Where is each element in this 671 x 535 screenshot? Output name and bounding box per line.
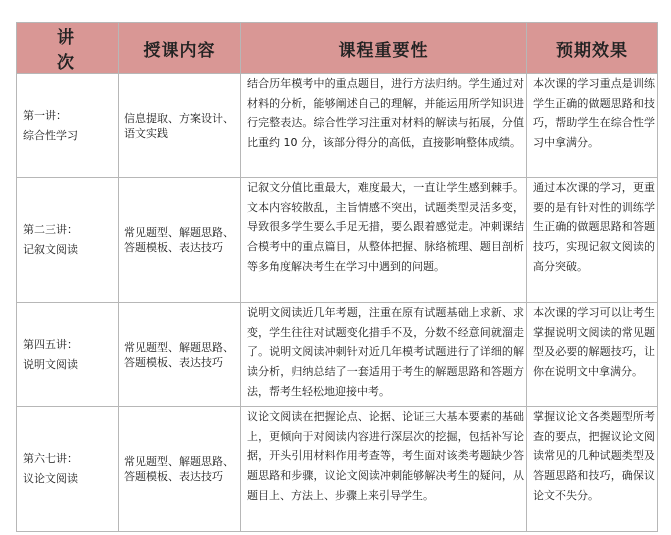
lesson-topic: 综合性学习 xyxy=(23,128,78,142)
course-table xyxy=(16,22,658,532)
lesson-cell xyxy=(17,303,119,407)
content-cell: 常见题型、解题思路、答题模板、表达技巧 xyxy=(119,407,241,532)
importance-cell: 说明文阅读近几年考题，注重在原有试题基础上求新、求变，学生往往对试题变化措手不及，分数不经意间就溜走了。说明文阅读冲刺针对近几年模考试题进行了详细的解读分析，归纳总结了一套适用于考生的解题思路和答题方法，帮考生轻松地迎接中考。 xyxy=(241,303,527,407)
header-content: 授课内容 xyxy=(119,23,241,74)
table-row xyxy=(17,74,658,178)
lesson-cell xyxy=(17,407,119,532)
table-header-row xyxy=(17,23,658,74)
lesson-cell xyxy=(17,178,119,303)
header-importance: 课程重要性 xyxy=(241,23,527,74)
effect-cell: 掌握议论文各类题型所考查的要点，把握议论文阅读常见的几种试题类型及答题思路和技巧，确保议论文不失分。 xyxy=(527,407,658,532)
lesson-number: 第二三讲： xyxy=(23,223,78,236)
table-row xyxy=(17,303,658,407)
content-cell: 常见题型、解题思路、答题模板、表达技巧 xyxy=(119,303,241,407)
content-cell: 信息提取、方案设计、语文实践 xyxy=(119,74,241,178)
effect-cell: 通过本次课的学习，更重要的是有针对性的训练学生正确的做题思路和答题技巧，实现记叙文阅读的高分突破。 xyxy=(527,178,658,303)
content-cell: 常见题型、解题思路、答题模板、表达技巧 xyxy=(119,178,241,303)
header-effect: 预期效果 xyxy=(527,23,658,74)
importance-cell: 结合历年模考中的重点题目，进行方法归纳。学生通过对材料的分析，能够阐述自己的理解，并能运用所学知识进行完整表达。综合性学习注重对材料的解读与拓展，分值比重约 10 分，该部分得分的高低，直接影响整体成绩。 xyxy=(241,74,527,178)
lesson-topic: 议论文阅读 xyxy=(23,472,78,485)
table-row xyxy=(17,407,658,532)
effect-cell: 本次课的学习重点是训练学生正确的做题思路和技巧，帮助学生在综合性学习中拿满分。 xyxy=(527,74,658,178)
effect-cell: 本次课的学习可以让考生掌握说明文阅读的常见题型及必要的解题技巧，让你在说明文中拿满分。 xyxy=(527,303,658,407)
importance-cell: 记叙文分值比重最大，难度最大，一直让学生感到棘手。文本内容较散乱，主旨情感不突出，试题类型灵活多变，导致很多学生要么手足无措，要么跟着感觉走。冲刺课结合模考中的重点篇目，从整体把握、脉络梳理、题目剖析等多角度解决考生在学习中遇到的问题。 xyxy=(241,178,527,303)
lesson-number: 第四五讲： xyxy=(23,337,78,351)
header-lesson: 讲次 xyxy=(17,23,119,74)
lesson-number: 第六七讲： xyxy=(23,452,78,465)
lesson-topic: 说明文阅读 xyxy=(23,357,78,371)
lesson-number: 第一讲： xyxy=(23,108,67,122)
importance-cell: 议论文阅读在把握论点、论据、论证三大基本要素的基础上，更倾向于对阅读内容进行深层次的挖掘，包括补写论据，开头引用材料作用考查等，考生面对该类考题缺少答题思路和步骤，议论文阅读冲刺能够解决考生的疑问，从题目上、方法上、步骤上来引导学生。 xyxy=(241,407,527,532)
lesson-cell xyxy=(17,74,119,178)
table-row xyxy=(17,178,658,303)
lesson-topic: 记叙文阅读 xyxy=(23,243,78,256)
